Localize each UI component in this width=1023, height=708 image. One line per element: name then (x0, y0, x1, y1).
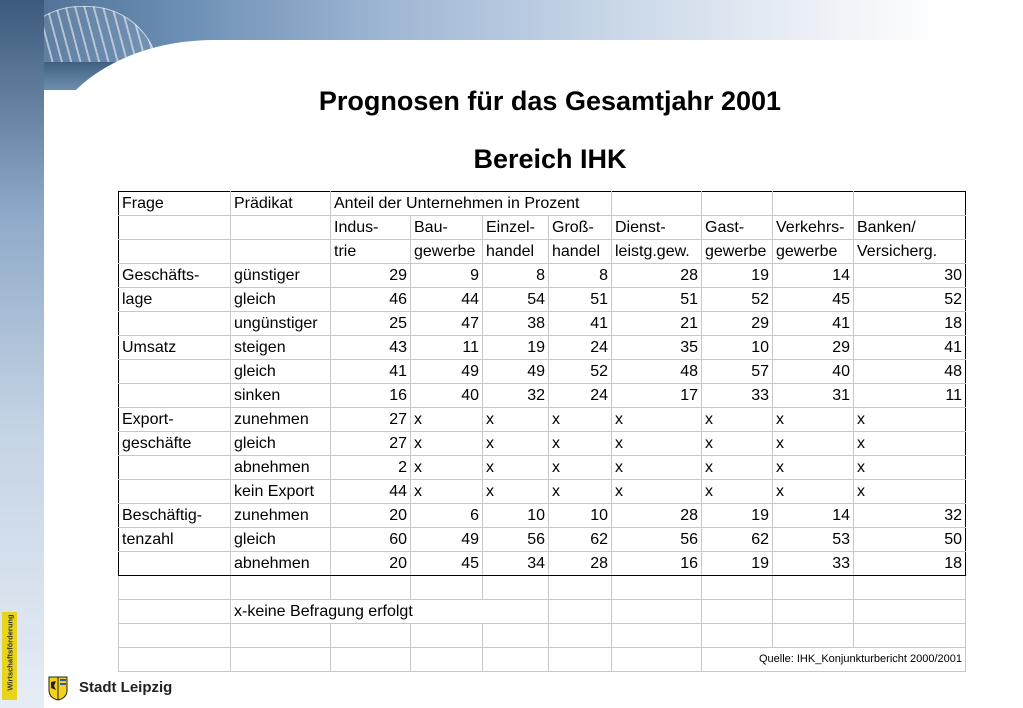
value-cell: 17 (612, 384, 702, 408)
table-cell (773, 624, 854, 648)
org-name: Stadt Leipzig (79, 679, 173, 696)
footnote: x-keine Befragung erfolgt (231, 600, 549, 624)
table-cell (854, 576, 966, 600)
value-cell: x (411, 456, 483, 480)
praedikat-cell: gleich (231, 432, 331, 456)
value-cell: 60 (331, 528, 411, 552)
table-cell (702, 576, 773, 600)
value-cell: 19 (702, 504, 773, 528)
value-cell: x (411, 480, 483, 504)
value-cell: 30 (854, 264, 966, 288)
value-cell: 43 (331, 336, 411, 360)
sector-header: Gast- (702, 216, 773, 240)
frage-cell (119, 360, 231, 384)
table-cell (612, 600, 702, 624)
table-cell (549, 600, 612, 624)
value-cell: 31 (773, 384, 854, 408)
frage-cell: lage (119, 288, 231, 312)
value-cell: 11 (854, 384, 966, 408)
value-cell: 33 (702, 384, 773, 408)
table-row (119, 336, 966, 360)
value-cell: x (612, 456, 702, 480)
value-cell: x (854, 480, 966, 504)
value-cell: 52 (854, 288, 966, 312)
praedikat-cell: abnehmen (231, 456, 331, 480)
value-cell: 33 (773, 552, 854, 576)
value-cell: 29 (331, 264, 411, 288)
table-cell (119, 600, 231, 624)
value-cell: 50 (854, 528, 966, 552)
table-row (119, 432, 966, 456)
table-row (119, 552, 966, 576)
table-row (119, 288, 966, 312)
frage-cell: Export- (119, 408, 231, 432)
praedikat-cell: abnehmen (231, 552, 331, 576)
value-cell: 14 (773, 504, 854, 528)
value-cell: x (702, 456, 773, 480)
leipzig-coat-of-arms-icon (48, 676, 68, 701)
value-cell: 21 (612, 312, 702, 336)
frage-cell (119, 480, 231, 504)
value-cell: 19 (702, 552, 773, 576)
value-cell: 41 (331, 360, 411, 384)
value-cell: 45 (773, 288, 854, 312)
praedikat-cell: steigen (231, 336, 331, 360)
value-cell: 28 (612, 264, 702, 288)
value-cell: 19 (702, 264, 773, 288)
table-cell (331, 624, 411, 648)
value-cell: 48 (854, 360, 966, 384)
value-cell: x (702, 432, 773, 456)
value-cell: 9 (411, 264, 483, 288)
sector-header: leistg.gew. (612, 240, 702, 264)
value-cell: 49 (411, 360, 483, 384)
table-row (119, 384, 966, 408)
table-cell (854, 624, 966, 648)
table-cell (773, 600, 854, 624)
value-cell: 56 (483, 528, 549, 552)
frage-cell (119, 552, 231, 576)
value-cell: x (773, 480, 854, 504)
slide-subtitle: Bereich IHK (473, 144, 627, 174)
value-cell: 45 (411, 552, 483, 576)
value-cell: 32 (483, 384, 549, 408)
value-cell: 44 (331, 480, 411, 504)
footnote-row (119, 600, 966, 624)
sector-header: trie (331, 240, 411, 264)
frage-cell: geschäfte (119, 432, 231, 456)
value-cell: 27 (331, 408, 411, 432)
value-cell: 18 (854, 312, 966, 336)
praedikat-cell: ungünstiger (231, 312, 331, 336)
praedikat-cell: kein Export (231, 480, 331, 504)
value-cell: 49 (411, 528, 483, 552)
table-cell (773, 192, 854, 216)
value-cell: x (483, 456, 549, 480)
table-cell (231, 216, 331, 240)
table-cell (231, 648, 331, 672)
value-cell: x (483, 408, 549, 432)
table-cell (612, 192, 702, 216)
value-cell: x (483, 432, 549, 456)
table-cell (483, 624, 549, 648)
wirtschaftsfoerderung-band (2, 612, 17, 700)
table-cell (411, 576, 483, 600)
table-cell (702, 624, 773, 648)
value-cell: 52 (702, 288, 773, 312)
value-cell: x (411, 432, 483, 456)
table-row (119, 312, 966, 336)
value-cell: 46 (331, 288, 411, 312)
table-cell (854, 600, 966, 624)
header-row (119, 192, 966, 216)
value-cell: 38 (483, 312, 549, 336)
value-cell: 44 (411, 288, 483, 312)
header-anteil: Anteil der Unternehmen in Prozent (331, 192, 612, 216)
value-cell: x (702, 480, 773, 504)
sidebar-label: Wirtschaftsförderung (5, 614, 15, 691)
source-note: Quelle: IHK_Konjunkturbericht 2000/2001 (702, 648, 966, 672)
header-praedikat: Prädikat (231, 192, 331, 216)
praedikat-cell: zunehmen (231, 408, 331, 432)
table-cell (549, 576, 612, 600)
value-cell: 20 (331, 504, 411, 528)
table-cell (702, 192, 773, 216)
value-cell: 16 (612, 552, 702, 576)
table-cell (549, 648, 612, 672)
value-cell: x (549, 456, 612, 480)
frage-cell (119, 456, 231, 480)
value-cell: 35 (612, 336, 702, 360)
table-cell (483, 648, 549, 672)
value-cell: x (854, 456, 966, 480)
value-cell: 49 (483, 360, 549, 384)
value-cell: 19 (483, 336, 549, 360)
slide-title: Prognosen für das Gesamtjahr 2001 (318, 86, 782, 116)
sector-header: gewerbe (773, 240, 854, 264)
sector-header-row (119, 240, 966, 264)
value-cell: x (549, 432, 612, 456)
sector-header: Groß- (549, 216, 612, 240)
praedikat-cell: zunehmen (231, 504, 331, 528)
value-cell: x (612, 480, 702, 504)
value-cell: 10 (549, 504, 612, 528)
sector-header: Versicherg. (854, 240, 966, 264)
value-cell: 32 (854, 504, 966, 528)
value-cell: 25 (331, 312, 411, 336)
praedikat-cell: sinken (231, 384, 331, 408)
value-cell: 6 (411, 504, 483, 528)
praedikat-cell: gleich (231, 528, 331, 552)
table-cell (612, 624, 702, 648)
value-cell: 54 (483, 288, 549, 312)
value-cell: 10 (483, 504, 549, 528)
value-cell: x (773, 408, 854, 432)
value-cell: x (612, 408, 702, 432)
table-cell (483, 576, 549, 600)
table-row (119, 504, 966, 528)
value-cell: x (773, 432, 854, 456)
value-cell: 47 (411, 312, 483, 336)
sector-header: handel (483, 240, 549, 264)
table-cell (119, 576, 231, 600)
table-cell (549, 624, 612, 648)
table-cell (702, 600, 773, 624)
value-cell: x (773, 456, 854, 480)
value-cell: x (612, 432, 702, 456)
value-cell: 2 (331, 456, 411, 480)
value-cell: 53 (773, 528, 854, 552)
sector-header: Einzel- (483, 216, 549, 240)
table-cell (854, 192, 966, 216)
table-row (119, 456, 966, 480)
value-cell: 29 (702, 312, 773, 336)
sector-header: Dienst- (612, 216, 702, 240)
table-cell (231, 240, 331, 264)
value-cell: 16 (331, 384, 411, 408)
value-cell: 18 (854, 552, 966, 576)
sector-header: gewerbe (702, 240, 773, 264)
sector-header: Banken/ (854, 216, 966, 240)
value-cell: 24 (549, 336, 612, 360)
table-cell (331, 648, 411, 672)
praedikat-cell: günstiger (231, 264, 331, 288)
praedikat-cell: gleich (231, 360, 331, 384)
source-row (119, 648, 966, 672)
value-cell: 11 (411, 336, 483, 360)
table-cell (411, 648, 483, 672)
value-cell: x (411, 408, 483, 432)
sector-header: Bau- (411, 216, 483, 240)
table-cell (119, 216, 231, 240)
value-cell: 40 (411, 384, 483, 408)
table-cell (119, 648, 231, 672)
value-cell: 41 (549, 312, 612, 336)
table-cell (612, 576, 702, 600)
table-row (119, 480, 966, 504)
prognosis-table (118, 191, 966, 672)
value-cell: 28 (549, 552, 612, 576)
frage-cell: Geschäfts- (119, 264, 231, 288)
table-cell (773, 576, 854, 600)
value-cell: 29 (773, 336, 854, 360)
empty-row (119, 624, 966, 648)
value-cell: 10 (702, 336, 773, 360)
value-cell: 8 (483, 264, 549, 288)
sector-header: Indus- (331, 216, 411, 240)
value-cell: 24 (549, 384, 612, 408)
frage-cell: tenzahl (119, 528, 231, 552)
value-cell: x (549, 480, 612, 504)
value-cell: 51 (549, 288, 612, 312)
value-cell: 51 (612, 288, 702, 312)
value-cell: x (854, 408, 966, 432)
table-cell (411, 624, 483, 648)
value-cell: 56 (612, 528, 702, 552)
frage-cell (119, 384, 231, 408)
frage-cell: Beschäftig- (119, 504, 231, 528)
value-cell: x (702, 408, 773, 432)
table-cell (231, 624, 331, 648)
value-cell: 28 (612, 504, 702, 528)
table-cell (231, 576, 331, 600)
value-cell: 40 (773, 360, 854, 384)
table-row (119, 360, 966, 384)
value-cell: 27 (331, 432, 411, 456)
empty-row (119, 576, 966, 600)
frage-cell: Umsatz (119, 336, 231, 360)
value-cell: 34 (483, 552, 549, 576)
value-cell: x (483, 480, 549, 504)
value-cell: 8 (549, 264, 612, 288)
table-row (119, 528, 966, 552)
value-cell: 41 (773, 312, 854, 336)
table-cell (119, 624, 231, 648)
value-cell: 41 (854, 336, 966, 360)
sector-header: handel (549, 240, 612, 264)
table-row (119, 408, 966, 432)
table-cell (331, 576, 411, 600)
value-cell: 62 (702, 528, 773, 552)
frage-cell (119, 312, 231, 336)
value-cell: x (854, 432, 966, 456)
value-cell: 52 (549, 360, 612, 384)
value-cell: 57 (702, 360, 773, 384)
table-cell (612, 648, 702, 672)
value-cell: 20 (331, 552, 411, 576)
praedikat-cell: gleich (231, 288, 331, 312)
table-cell (119, 240, 231, 264)
value-cell: x (549, 408, 612, 432)
value-cell: 62 (549, 528, 612, 552)
sector-header: Verkehrs- (773, 216, 854, 240)
value-cell: 48 (612, 360, 702, 384)
sector-header-row (119, 216, 966, 240)
table-row (119, 264, 966, 288)
value-cell: 14 (773, 264, 854, 288)
sector-header: gewerbe (411, 240, 483, 264)
header-frage: Frage (119, 192, 231, 216)
